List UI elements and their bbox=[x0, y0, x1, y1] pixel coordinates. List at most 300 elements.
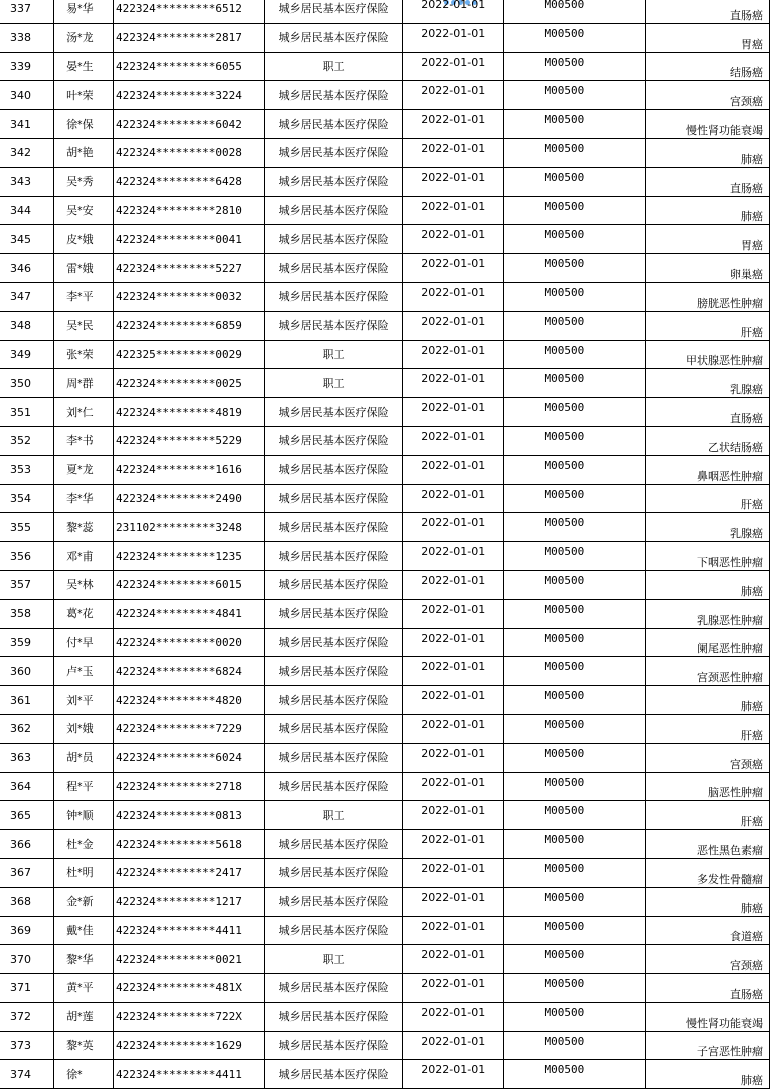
date-cell[interactable]: 2022-01-01 bbox=[403, 426, 504, 455]
row-number-cell[interactable]: 352 bbox=[0, 426, 54, 455]
id-number-cell[interactable]: 422324*********722X bbox=[114, 1002, 265, 1031]
row-number-cell[interactable]: 342 bbox=[0, 138, 54, 167]
table-row[interactable] bbox=[0, 484, 770, 513]
code-cell[interactable]: M00500 bbox=[504, 743, 645, 772]
id-number-cell[interactable]: 231102*********3248 bbox=[114, 513, 265, 542]
name-cell[interactable]: 张*荣 bbox=[54, 340, 114, 369]
table-row[interactable] bbox=[0, 398, 770, 427]
table-row[interactable] bbox=[0, 1002, 770, 1031]
diagnosis-cell[interactable]: 膀胱恶性肿瘤 bbox=[645, 282, 769, 311]
row-number-cell[interactable]: 354 bbox=[0, 484, 54, 513]
insurance-type-cell[interactable]: 城乡居民基本医疗保险 bbox=[265, 1060, 403, 1089]
row-number-cell[interactable]: 359 bbox=[0, 628, 54, 657]
name-cell[interactable]: 李*平 bbox=[54, 282, 114, 311]
insurance-type-cell[interactable]: 城乡居民基本医疗保险 bbox=[265, 743, 403, 772]
code-cell[interactable]: M00500 bbox=[504, 801, 645, 830]
row-number-cell[interactable]: 343 bbox=[0, 167, 54, 196]
date-cell[interactable]: 2022-01-01 bbox=[403, 455, 504, 484]
diagnosis-cell[interactable]: 多发性骨髓瘤 bbox=[645, 858, 769, 887]
row-number-cell[interactable]: 351 bbox=[0, 398, 54, 427]
code-cell[interactable]: M00500 bbox=[504, 254, 645, 283]
insurance-type-cell[interactable]: 城乡居民基本医疗保险 bbox=[265, 196, 403, 225]
code-cell[interactable]: M00500 bbox=[504, 628, 645, 657]
name-cell[interactable]: 钟*顺 bbox=[54, 801, 114, 830]
diagnosis-cell[interactable]: 慢性肾功能衰竭 bbox=[645, 110, 769, 139]
code-cell[interactable]: M00500 bbox=[504, 455, 645, 484]
diagnosis-cell[interactable]: 直肠癌 bbox=[645, 0, 769, 23]
table-row[interactable] bbox=[0, 1060, 770, 1089]
name-cell[interactable]: 叶*荣 bbox=[54, 81, 114, 110]
row-number-cell[interactable]: 362 bbox=[0, 714, 54, 743]
name-cell[interactable]: 雷*娥 bbox=[54, 254, 114, 283]
code-cell[interactable]: M00500 bbox=[504, 311, 645, 340]
insurance-type-cell[interactable]: 职工 bbox=[265, 801, 403, 830]
table-row[interactable] bbox=[0, 801, 770, 830]
code-cell[interactable]: M00500 bbox=[504, 1031, 645, 1060]
row-number-cell[interactable]: 367 bbox=[0, 858, 54, 887]
row-number-cell[interactable]: 341 bbox=[0, 110, 54, 139]
row-number-cell[interactable]: 369 bbox=[0, 916, 54, 945]
name-cell[interactable]: 刘*平 bbox=[54, 686, 114, 715]
diagnosis-cell[interactable]: 宫颈恶性肿瘤 bbox=[645, 657, 769, 686]
id-number-cell[interactable]: 422324*********2817 bbox=[114, 23, 265, 52]
table-row[interactable] bbox=[0, 916, 770, 945]
row-number-cell[interactable]: 371 bbox=[0, 974, 54, 1003]
diagnosis-cell[interactable]: 宫颈癌 bbox=[645, 81, 769, 110]
name-cell[interactable]: 杜*金 bbox=[54, 830, 114, 859]
table-row[interactable] bbox=[0, 369, 770, 398]
table-row[interactable] bbox=[0, 81, 770, 110]
date-cell[interactable]: 2022-01-01 bbox=[403, 858, 504, 887]
id-number-cell[interactable]: 422324*********0020 bbox=[114, 628, 265, 657]
id-number-cell[interactable]: 422324*********4411 bbox=[114, 916, 265, 945]
table-row[interactable] bbox=[0, 455, 770, 484]
date-cell[interactable]: 2022-01-01 bbox=[403, 916, 504, 945]
table-row[interactable] bbox=[0, 225, 770, 254]
table-row[interactable] bbox=[0, 945, 770, 974]
insurance-type-cell[interactable]: 城乡居民基本医疗保险 bbox=[265, 916, 403, 945]
row-number-cell[interactable]: 366 bbox=[0, 830, 54, 859]
table-row[interactable] bbox=[0, 138, 770, 167]
table-row[interactable] bbox=[0, 282, 770, 311]
diagnosis-cell[interactable]: 肺癌 bbox=[645, 570, 769, 599]
table-row[interactable] bbox=[0, 1031, 770, 1060]
table-row[interactable] bbox=[0, 830, 770, 859]
date-cell[interactable]: 2022-01-01 bbox=[403, 830, 504, 859]
code-cell[interactable]: M00500 bbox=[504, 282, 645, 311]
insurance-type-cell[interactable]: 城乡居民基本医疗保险 bbox=[265, 398, 403, 427]
diagnosis-cell[interactable]: 食道癌 bbox=[645, 916, 769, 945]
code-cell[interactable]: M00500 bbox=[504, 398, 645, 427]
diagnosis-cell[interactable]: 胃癌 bbox=[645, 225, 769, 254]
diagnosis-cell[interactable]: 子宫恶性肿瘤 bbox=[645, 1031, 769, 1060]
insurance-type-cell[interactable]: 城乡居民基本医疗保险 bbox=[265, 0, 403, 23]
id-number-cell[interactable]: 422324*********5227 bbox=[114, 254, 265, 283]
name-cell[interactable]: 戴*佳 bbox=[54, 916, 114, 945]
date-cell[interactable]: 2022-01-01 bbox=[403, 542, 504, 571]
code-cell[interactable]: M00500 bbox=[504, 426, 645, 455]
date-cell[interactable]: 2022-01-01 bbox=[403, 1031, 504, 1060]
code-cell[interactable]: M00500 bbox=[504, 599, 645, 628]
name-cell[interactable]: 胡*莲 bbox=[54, 1002, 114, 1031]
date-cell[interactable]: 2022-01-01 bbox=[403, 887, 504, 916]
table-row[interactable] bbox=[0, 657, 770, 686]
date-cell[interactable]: 2022-01-01 bbox=[403, 743, 504, 772]
name-cell[interactable]: 邓*甫 bbox=[54, 542, 114, 571]
insurance-type-cell[interactable]: 城乡居民基本医疗保险 bbox=[265, 254, 403, 283]
insurance-type-cell[interactable]: 城乡居民基本医疗保险 bbox=[265, 225, 403, 254]
id-number-cell[interactable]: 422324*********1235 bbox=[114, 542, 265, 571]
date-cell[interactable]: 2022-01-01 bbox=[403, 225, 504, 254]
diagnosis-cell[interactable]: 甲状腺恶性肿瘤 bbox=[645, 340, 769, 369]
insurance-type-cell[interactable]: 城乡居民基本医疗保险 bbox=[265, 484, 403, 513]
row-number-cell[interactable]: 370 bbox=[0, 945, 54, 974]
date-cell[interactable]: 2022-01-01 bbox=[403, 254, 504, 283]
table-row[interactable] bbox=[0, 974, 770, 1003]
insurance-type-cell[interactable]: 城乡居民基本医疗保险 bbox=[265, 686, 403, 715]
table-row[interactable] bbox=[0, 23, 770, 52]
code-cell[interactable]: M00500 bbox=[504, 686, 645, 715]
diagnosis-cell[interactable]: 肺癌 bbox=[645, 138, 769, 167]
code-cell[interactable]: M00500 bbox=[504, 369, 645, 398]
diagnosis-cell[interactable]: 肺癌 bbox=[645, 1060, 769, 1089]
id-number-cell[interactable]: 422324*********2810 bbox=[114, 196, 265, 225]
code-cell[interactable]: M00500 bbox=[504, 484, 645, 513]
diagnosis-cell[interactable]: 肺癌 bbox=[645, 686, 769, 715]
insurance-type-cell[interactable]: 城乡居民基本医疗保险 bbox=[265, 887, 403, 916]
insurance-type-cell[interactable]: 城乡居民基本医疗保险 bbox=[265, 426, 403, 455]
row-number-cell[interactable]: 340 bbox=[0, 81, 54, 110]
name-cell[interactable]: 徐* bbox=[54, 1060, 114, 1089]
id-number-cell[interactable]: 422324*********6859 bbox=[114, 311, 265, 340]
code-cell[interactable]: M00500 bbox=[504, 858, 645, 887]
diagnosis-cell[interactable]: 乳腺癌 bbox=[645, 513, 769, 542]
name-cell[interactable]: 吴*秀 bbox=[54, 167, 114, 196]
date-cell[interactable]: 2022-01-01 bbox=[403, 138, 504, 167]
diagnosis-cell[interactable]: 肝癌 bbox=[645, 801, 769, 830]
name-cell[interactable]: 吴*安 bbox=[54, 196, 114, 225]
code-cell[interactable]: M00500 bbox=[504, 945, 645, 974]
date-cell[interactable]: 2022-01-01 bbox=[403, 570, 504, 599]
table-row[interactable] bbox=[0, 772, 770, 801]
row-number-cell[interactable]: 348 bbox=[0, 311, 54, 340]
table-row[interactable] bbox=[0, 570, 770, 599]
name-cell[interactable]: 李*书 bbox=[54, 426, 114, 455]
id-number-cell[interactable]: 422324*********7229 bbox=[114, 714, 265, 743]
row-number-cell[interactable]: 374 bbox=[0, 1060, 54, 1089]
code-cell[interactable]: M00500 bbox=[504, 23, 645, 52]
id-number-cell[interactable]: 422324*********0021 bbox=[114, 945, 265, 974]
date-cell[interactable]: 2022-01-01 bbox=[403, 0, 504, 23]
date-cell[interactable]: 2022-01-01 bbox=[403, 340, 504, 369]
id-number-cell[interactable]: 422324*********0025 bbox=[114, 369, 265, 398]
id-number-cell[interactable]: 422324*********6824 bbox=[114, 657, 265, 686]
date-cell[interactable]: 2022-01-01 bbox=[403, 599, 504, 628]
row-number-cell[interactable]: 361 bbox=[0, 686, 54, 715]
row-number-cell[interactable]: 358 bbox=[0, 599, 54, 628]
diagnosis-cell[interactable]: 卵巢癌 bbox=[645, 254, 769, 283]
date-cell[interactable]: 2022-01-01 bbox=[403, 196, 504, 225]
row-number-cell[interactable]: 338 bbox=[0, 23, 54, 52]
name-cell[interactable]: 杜*明 bbox=[54, 858, 114, 887]
insurance-type-cell[interactable]: 城乡居民基本医疗保险 bbox=[265, 657, 403, 686]
name-cell[interactable]: 黎*蕊 bbox=[54, 513, 114, 542]
diagnosis-cell[interactable]: 恶性黑色素瘤 bbox=[645, 830, 769, 859]
date-cell[interactable]: 2022-01-01 bbox=[403, 801, 504, 830]
table-row[interactable] bbox=[0, 887, 770, 916]
id-number-cell[interactable]: 422324*********6428 bbox=[114, 167, 265, 196]
code-cell[interactable]: M00500 bbox=[504, 974, 645, 1003]
name-cell[interactable]: 刘*仁 bbox=[54, 398, 114, 427]
code-cell[interactable]: M00500 bbox=[504, 340, 645, 369]
id-number-cell[interactable]: 422324*********6055 bbox=[114, 52, 265, 81]
date-cell[interactable]: 2022-01-01 bbox=[403, 772, 504, 801]
code-cell[interactable]: M00500 bbox=[504, 167, 645, 196]
diagnosis-cell[interactable]: 直肠癌 bbox=[645, 974, 769, 1003]
code-cell[interactable]: M00500 bbox=[504, 570, 645, 599]
insurance-type-cell[interactable]: 城乡居民基本医疗保险 bbox=[265, 138, 403, 167]
date-cell[interactable]: 2022-01-01 bbox=[403, 686, 504, 715]
insurance-type-cell[interactable]: 职工 bbox=[265, 340, 403, 369]
id-number-cell[interactable]: 422324*********6024 bbox=[114, 743, 265, 772]
name-cell[interactable]: 黎*华 bbox=[54, 945, 114, 974]
row-number-cell[interactable]: 349 bbox=[0, 340, 54, 369]
id-number-cell[interactable]: 422324*********481X bbox=[114, 974, 265, 1003]
row-number-cell[interactable]: 350 bbox=[0, 369, 54, 398]
name-cell[interactable]: 刘*娥 bbox=[54, 714, 114, 743]
insurance-type-cell[interactable]: 城乡居民基本医疗保险 bbox=[265, 772, 403, 801]
row-number-cell[interactable]: 339 bbox=[0, 52, 54, 81]
id-number-cell[interactable]: 422324*********0813 bbox=[114, 801, 265, 830]
date-cell[interactable]: 2022-01-01 bbox=[403, 282, 504, 311]
code-cell[interactable]: M00500 bbox=[504, 52, 645, 81]
diagnosis-cell[interactable]: 宫颈癌 bbox=[645, 743, 769, 772]
row-number-cell[interactable]: 368 bbox=[0, 887, 54, 916]
insurance-type-cell[interactable]: 城乡居民基本医疗保险 bbox=[265, 1002, 403, 1031]
insurance-type-cell[interactable]: 城乡居民基本医疗保险 bbox=[265, 830, 403, 859]
code-cell[interactable]: M00500 bbox=[504, 110, 645, 139]
table-row[interactable] bbox=[0, 513, 770, 542]
name-cell[interactable]: 李*华 bbox=[54, 484, 114, 513]
diagnosis-cell[interactable]: 乳腺恶性肿瘤 bbox=[645, 599, 769, 628]
table-row[interactable] bbox=[0, 110, 770, 139]
code-cell[interactable]: M00500 bbox=[504, 830, 645, 859]
date-cell[interactable]: 2022-01-01 bbox=[403, 398, 504, 427]
row-number-cell[interactable]: 363 bbox=[0, 743, 54, 772]
name-cell[interactable]: 黄*平 bbox=[54, 974, 114, 1003]
date-cell[interactable]: 2022-01-01 bbox=[403, 628, 504, 657]
id-number-cell[interactable]: 422324*********0041 bbox=[114, 225, 265, 254]
diagnosis-cell[interactable]: 宫颈癌 bbox=[645, 945, 769, 974]
name-cell[interactable]: 晏*生 bbox=[54, 52, 114, 81]
diagnosis-cell[interactable]: 乙状结肠癌 bbox=[645, 426, 769, 455]
id-number-cell[interactable]: 422324*********1629 bbox=[114, 1031, 265, 1060]
row-number-cell[interactable]: 365 bbox=[0, 801, 54, 830]
date-cell[interactable]: 2022-01-01 bbox=[403, 110, 504, 139]
id-number-cell[interactable]: 422324*********0032 bbox=[114, 282, 265, 311]
insurance-type-cell[interactable]: 城乡居民基本医疗保险 bbox=[265, 1031, 403, 1060]
date-cell[interactable]: 2022-01-01 bbox=[403, 1002, 504, 1031]
insurance-type-cell[interactable]: 职工 bbox=[265, 52, 403, 81]
row-number-cell[interactable]: 346 bbox=[0, 254, 54, 283]
code-cell[interactable]: M00500 bbox=[504, 657, 645, 686]
diagnosis-cell[interactable]: 脑恶性肿瘤 bbox=[645, 772, 769, 801]
id-number-cell[interactable]: 422324*********3224 bbox=[114, 81, 265, 110]
name-cell[interactable]: 程*平 bbox=[54, 772, 114, 801]
id-number-cell[interactable]: 422324*********6015 bbox=[114, 570, 265, 599]
table-row[interactable] bbox=[0, 542, 770, 571]
diagnosis-cell[interactable]: 鼻咽恶性肿瘤 bbox=[645, 455, 769, 484]
insurance-type-cell[interactable]: 城乡居民基本医疗保险 bbox=[265, 311, 403, 340]
name-cell[interactable]: 卢*玉 bbox=[54, 657, 114, 686]
table-row[interactable] bbox=[0, 858, 770, 887]
row-number-cell[interactable]: 356 bbox=[0, 542, 54, 571]
name-cell[interactable]: 付*早 bbox=[54, 628, 114, 657]
insurance-type-cell[interactable]: 城乡居民基本医疗保险 bbox=[265, 628, 403, 657]
code-cell[interactable]: M00500 bbox=[504, 196, 645, 225]
id-number-cell[interactable]: 422324*********1616 bbox=[114, 455, 265, 484]
id-number-cell[interactable]: 422324*********2718 bbox=[114, 772, 265, 801]
date-cell[interactable]: 2022-01-01 bbox=[403, 369, 504, 398]
name-cell[interactable]: 吴*民 bbox=[54, 311, 114, 340]
code-cell[interactable]: M00500 bbox=[504, 542, 645, 571]
name-cell[interactable]: 徐*保 bbox=[54, 110, 114, 139]
insurance-type-cell[interactable]: 城乡居民基本医疗保险 bbox=[265, 714, 403, 743]
date-cell[interactable]: 2022-01-01 bbox=[403, 513, 504, 542]
name-cell[interactable]: 胡*员 bbox=[54, 743, 114, 772]
insurance-type-cell[interactable]: 城乡居民基本医疗保险 bbox=[265, 110, 403, 139]
name-cell[interactable]: 皮*娥 bbox=[54, 225, 114, 254]
id-number-cell[interactable]: 422324*********0028 bbox=[114, 138, 265, 167]
name-cell[interactable]: 金*新 bbox=[54, 887, 114, 916]
id-number-cell[interactable]: 422325*********0029 bbox=[114, 340, 265, 369]
code-cell[interactable]: M00500 bbox=[504, 225, 645, 254]
table-row[interactable] bbox=[0, 0, 770, 23]
id-number-cell[interactable]: 422324*********4841 bbox=[114, 599, 265, 628]
code-cell[interactable]: M00500 bbox=[504, 1060, 645, 1089]
table-row[interactable] bbox=[0, 340, 770, 369]
row-number-cell[interactable]: 345 bbox=[0, 225, 54, 254]
code-cell[interactable]: M00500 bbox=[504, 714, 645, 743]
name-cell[interactable]: 葛*花 bbox=[54, 599, 114, 628]
diagnosis-cell[interactable]: 直肠癌 bbox=[645, 398, 769, 427]
date-cell[interactable]: 2022-01-01 bbox=[403, 657, 504, 686]
insurance-type-cell[interactable]: 城乡居民基本医疗保险 bbox=[265, 81, 403, 110]
date-cell[interactable]: 2022-01-01 bbox=[403, 714, 504, 743]
insurance-type-cell[interactable]: 职工 bbox=[265, 369, 403, 398]
date-cell[interactable]: 2022-01-01 bbox=[403, 1060, 504, 1089]
id-number-cell[interactable]: 422324*********4411 bbox=[114, 1060, 265, 1089]
diagnosis-cell[interactable]: 肺癌 bbox=[645, 887, 769, 916]
date-cell[interactable]: 2022-01-01 bbox=[403, 311, 504, 340]
table-row[interactable] bbox=[0, 426, 770, 455]
table-row[interactable] bbox=[0, 311, 770, 340]
row-number-cell[interactable]: 373 bbox=[0, 1031, 54, 1060]
id-number-cell[interactable]: 422324*********6512 bbox=[114, 0, 265, 23]
id-number-cell[interactable]: 422324*********2490 bbox=[114, 484, 265, 513]
diagnosis-cell[interactable]: 慢性肾功能衰竭 bbox=[645, 1002, 769, 1031]
name-cell[interactable]: 吴*林 bbox=[54, 570, 114, 599]
row-number-cell[interactable]: 372 bbox=[0, 1002, 54, 1031]
table-row[interactable] bbox=[0, 196, 770, 225]
name-cell[interactable]: 夏*龙 bbox=[54, 455, 114, 484]
table-row[interactable] bbox=[0, 599, 770, 628]
id-number-cell[interactable]: 422324*********5618 bbox=[114, 830, 265, 859]
date-cell[interactable]: 2022-01-01 bbox=[403, 974, 504, 1003]
insurance-type-cell[interactable]: 城乡居民基本医疗保险 bbox=[265, 599, 403, 628]
diagnosis-cell[interactable]: 胃癌 bbox=[645, 23, 769, 52]
id-number-cell[interactable]: 422324*********6042 bbox=[114, 110, 265, 139]
date-cell[interactable]: 2022-01-01 bbox=[403, 81, 504, 110]
name-cell[interactable]: 周*群 bbox=[54, 369, 114, 398]
insurance-type-cell[interactable]: 城乡居民基本医疗保险 bbox=[265, 282, 403, 311]
insurance-type-cell[interactable]: 城乡居民基本医疗保险 bbox=[265, 167, 403, 196]
code-cell[interactable]: M00500 bbox=[504, 0, 645, 23]
diagnosis-cell[interactable]: 阑尾恶性肿瘤 bbox=[645, 628, 769, 657]
row-number-cell[interactable]: 353 bbox=[0, 455, 54, 484]
date-cell[interactable]: 2022-01-01 bbox=[403, 167, 504, 196]
code-cell[interactable]: M00500 bbox=[504, 916, 645, 945]
date-cell[interactable]: 2022-01-01 bbox=[403, 945, 504, 974]
name-cell[interactable]: 汤*龙 bbox=[54, 23, 114, 52]
row-number-cell[interactable]: 344 bbox=[0, 196, 54, 225]
diagnosis-cell[interactable]: 直肠癌 bbox=[645, 167, 769, 196]
diagnosis-cell[interactable]: 下咽恶性肿瘤 bbox=[645, 542, 769, 571]
id-number-cell[interactable]: 422324*********2417 bbox=[114, 858, 265, 887]
date-cell[interactable]: 2022-01-01 bbox=[403, 52, 504, 81]
code-cell[interactable]: M00500 bbox=[504, 81, 645, 110]
insurance-type-cell[interactable]: 职工 bbox=[265, 945, 403, 974]
row-number-cell[interactable]: 360 bbox=[0, 657, 54, 686]
id-number-cell[interactable]: 422324*********5229 bbox=[114, 426, 265, 455]
row-number-cell[interactable]: 355 bbox=[0, 513, 54, 542]
table-row[interactable] bbox=[0, 254, 770, 283]
date-cell[interactable]: 2022-01-01 bbox=[403, 484, 504, 513]
insurance-type-cell[interactable]: 城乡居民基本医疗保险 bbox=[265, 974, 403, 1003]
insurance-type-cell[interactable]: 城乡居民基本医疗保险 bbox=[265, 455, 403, 484]
insurance-type-cell[interactable]: 城乡居民基本医疗保险 bbox=[265, 858, 403, 887]
id-number-cell[interactable]: 422324*********4819 bbox=[114, 398, 265, 427]
table-row[interactable] bbox=[0, 167, 770, 196]
insurance-type-cell[interactable]: 城乡居民基本医疗保险 bbox=[265, 23, 403, 52]
row-number-cell[interactable]: 347 bbox=[0, 282, 54, 311]
code-cell[interactable]: M00500 bbox=[504, 138, 645, 167]
name-cell[interactable]: 黎*英 bbox=[54, 1031, 114, 1060]
diagnosis-cell[interactable]: 肝癌 bbox=[645, 311, 769, 340]
date-cell[interactable]: 2022-01-01 bbox=[403, 23, 504, 52]
insurance-type-cell[interactable]: 城乡居民基本医疗保险 bbox=[265, 542, 403, 571]
insurance-type-cell[interactable]: 城乡居民基本医疗保险 bbox=[265, 570, 403, 599]
table-row[interactable] bbox=[0, 686, 770, 715]
name-cell[interactable]: 易*华 bbox=[54, 0, 114, 23]
name-cell[interactable]: 胡*艳 bbox=[54, 138, 114, 167]
id-number-cell[interactable]: 422324*********1217 bbox=[114, 887, 265, 916]
row-number-cell[interactable]: 364 bbox=[0, 772, 54, 801]
diagnosis-cell[interactable]: 肝癌 bbox=[645, 484, 769, 513]
row-number-cell[interactable]: 337 bbox=[0, 0, 54, 23]
code-cell[interactable]: M00500 bbox=[504, 513, 645, 542]
table-row[interactable] bbox=[0, 714, 770, 743]
table-row[interactable] bbox=[0, 628, 770, 657]
code-cell[interactable]: M00500 bbox=[504, 772, 645, 801]
diagnosis-cell[interactable]: 结肠癌 bbox=[645, 52, 769, 81]
table-row[interactable] bbox=[0, 743, 770, 772]
code-cell[interactable]: M00500 bbox=[504, 887, 645, 916]
row-number-cell[interactable]: 357 bbox=[0, 570, 54, 599]
diagnosis-cell[interactable]: 肝癌 bbox=[645, 714, 769, 743]
insurance-type-cell[interactable]: 城乡居民基本医疗保险 bbox=[265, 513, 403, 542]
table-row[interactable] bbox=[0, 52, 770, 81]
